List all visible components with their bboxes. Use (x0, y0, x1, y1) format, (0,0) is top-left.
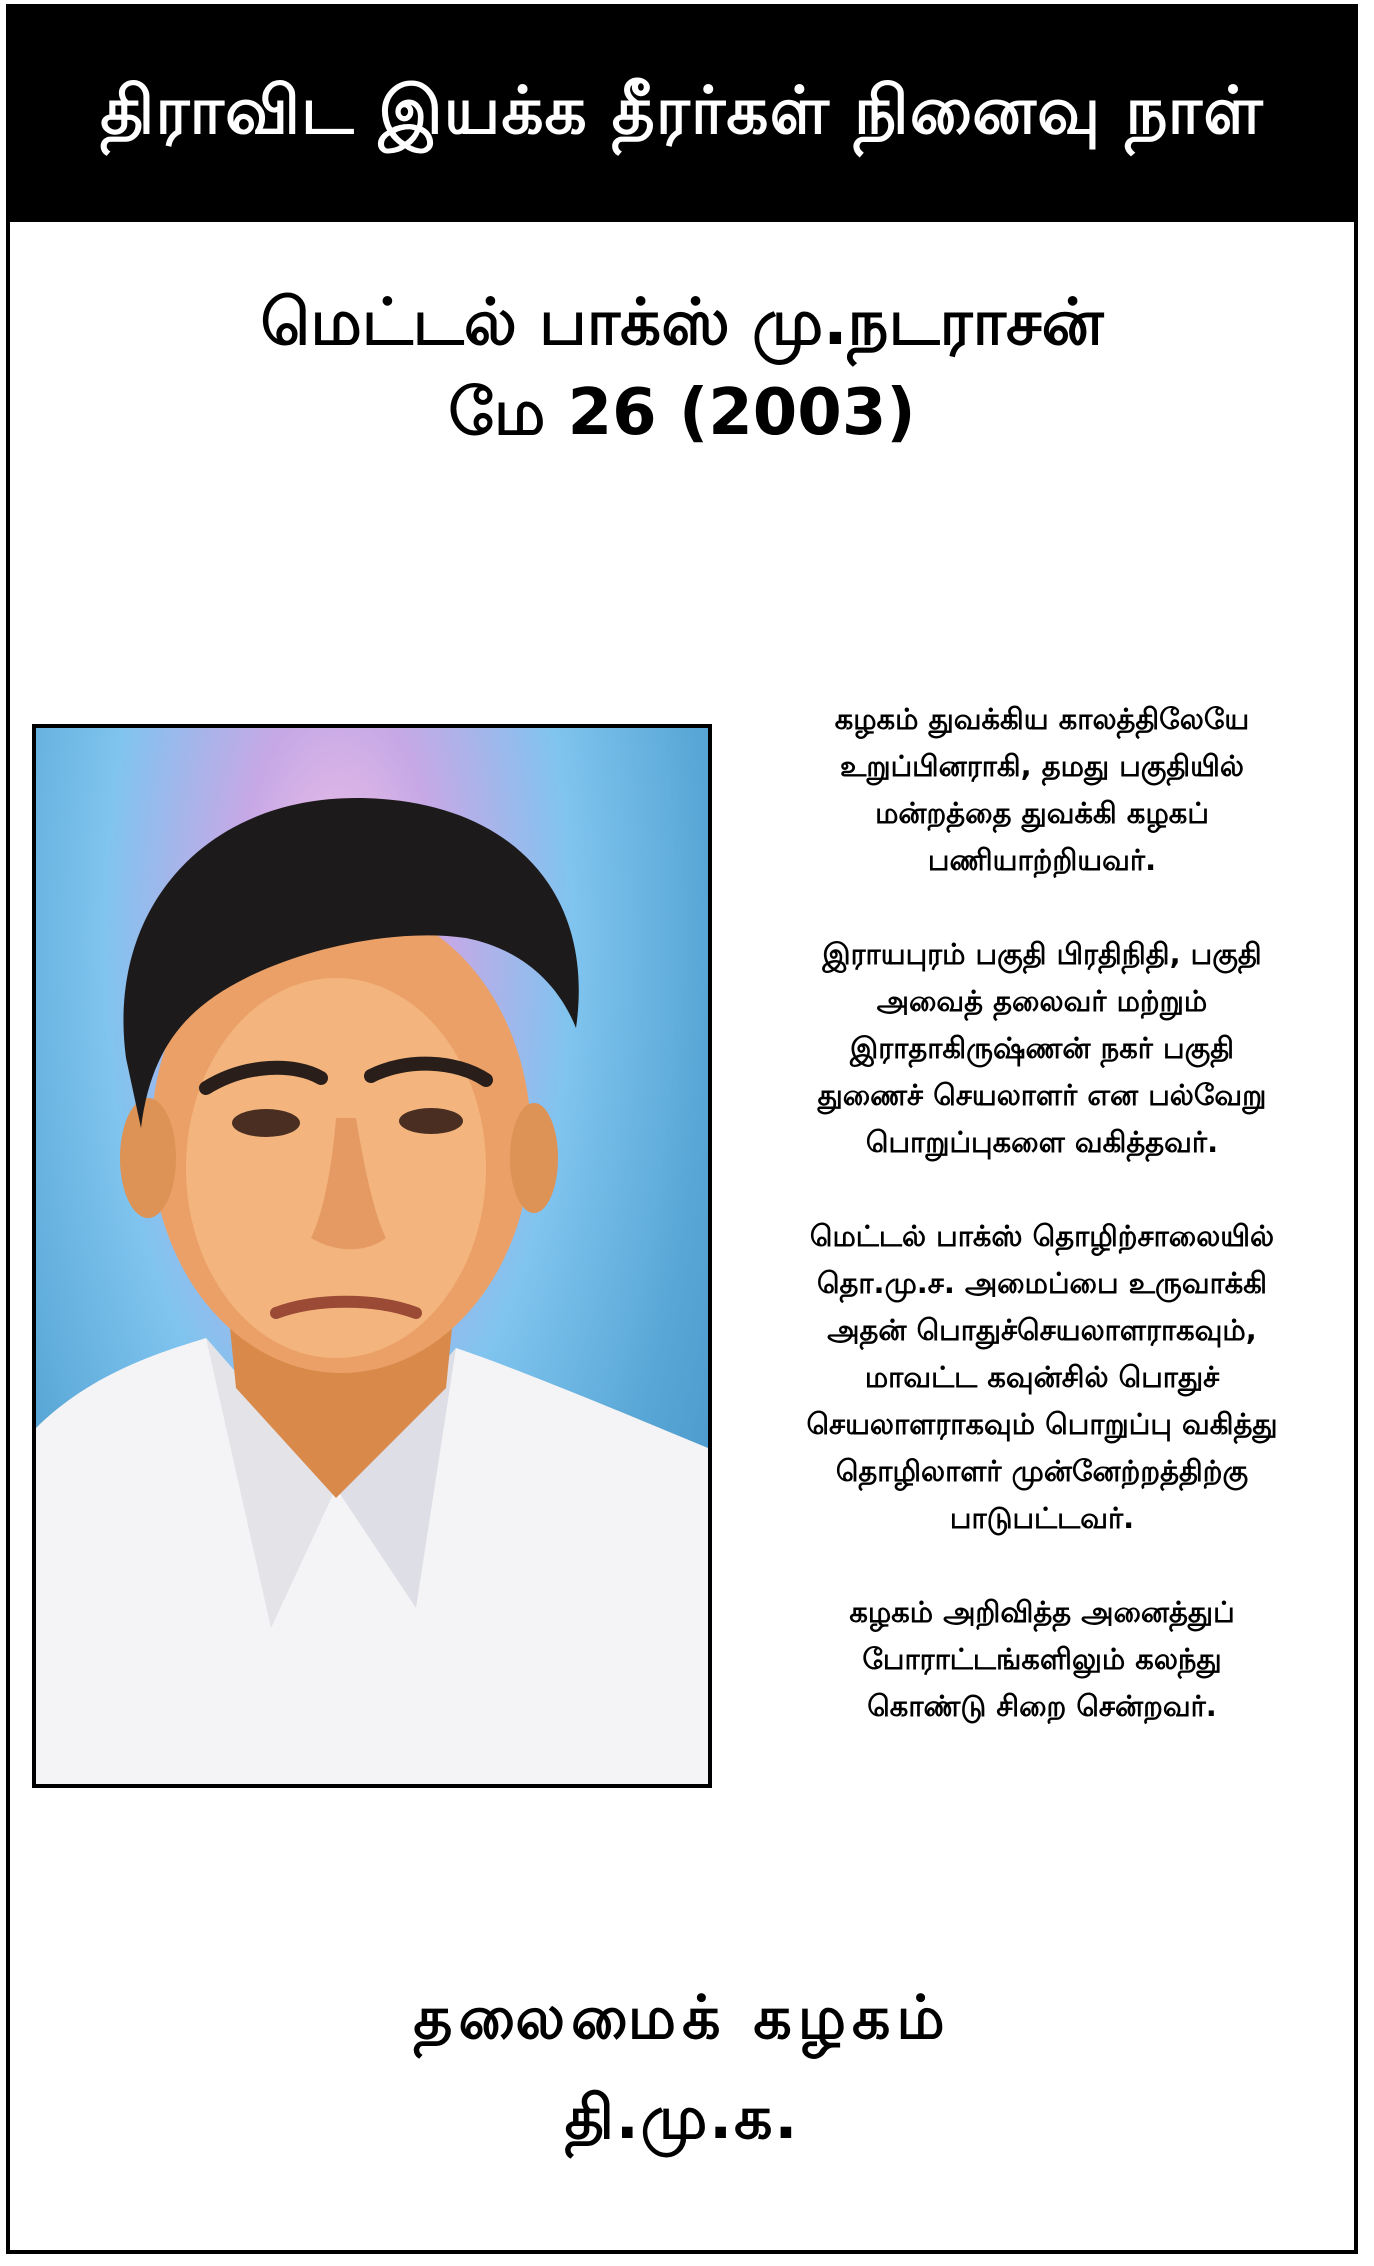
bio-line: உறுப்பினராகி, தமது பகுதியில் (840, 749, 1244, 783)
notice-frame (6, 4, 1358, 2254)
bio-paragraph-2 (722, 931, 1362, 1166)
bio-line: கழகம் அறிவித்த அனைத்துப் (849, 1595, 1235, 1629)
bio-line: மாவட்ட கவுன்சில் பொதுச் (864, 1360, 1220, 1394)
bio-line: தொ.மு.ச. அமைப்பை உருவாக்கி (816, 1266, 1268, 1300)
bio-line: செயலாளராகவும் பொறுப்பு வகித்து (806, 1407, 1278, 1441)
banner-title: திராவிட இயக்க தீரர்கள் நினைவு நாள் (100, 72, 1264, 149)
bio-line: அதன் பொதுச்செயலாளராகவும், (827, 1313, 1257, 1347)
bio-line: போராட்டங்களிலும் கலந்து (862, 1642, 1222, 1676)
bio-line: கழகம் துவக்கிய காலத்திலேயே (834, 702, 1250, 736)
bio-line: தொழிலாளர் முன்னேற்றத்திற்கு (835, 1454, 1249, 1488)
portrait-icon (36, 728, 708, 1784)
organization-name: தலைமைக் கழகம் (413, 1983, 951, 2053)
headline (10, 278, 1354, 458)
bio-line: மன்றத்தை துவக்கி கழகப் (875, 796, 1209, 830)
bio-line: கொண்டு சிறை சென்றவர். (867, 1689, 1217, 1723)
bio-line: மெட்டல் பாக்ஸ் தொழிற்சாலையில் (809, 1219, 1275, 1253)
bio-line: இராயபுரம் பகுதி பிரதிநிதி, பகுதி (822, 937, 1262, 971)
party-name: தி.மு.க. (564, 2083, 800, 2153)
person-name: மெட்டல் பாக்ஸ் மு.நடராசன் (260, 286, 1104, 360)
bio-paragraph-4 (722, 1589, 1362, 1730)
bio-line: இராதாகிருஷ்ணன் நகர் பகுதி (850, 1031, 1234, 1065)
banner (10, 8, 1354, 222)
footer (10, 1968, 1354, 2168)
bio-paragraph-3 (722, 1213, 1362, 1542)
biography (722, 696, 1362, 1777)
bio-paragraph-1 (722, 696, 1362, 884)
portrait-photo (32, 724, 712, 1788)
bio-line: பொறுப்புகளை வகித்தவர். (865, 1125, 1219, 1159)
bio-line: துணைச் செயலாளர் என பல்வேறு (817, 1078, 1267, 1112)
memorial-date: மே 26 (2003) (448, 376, 916, 450)
bio-line: பணியாற்றியவர். (927, 843, 1157, 877)
bio-line: அவைத் தலைவர் மற்றும் (876, 984, 1208, 1018)
bio-line: பாடுபட்டவர். (949, 1501, 1135, 1535)
